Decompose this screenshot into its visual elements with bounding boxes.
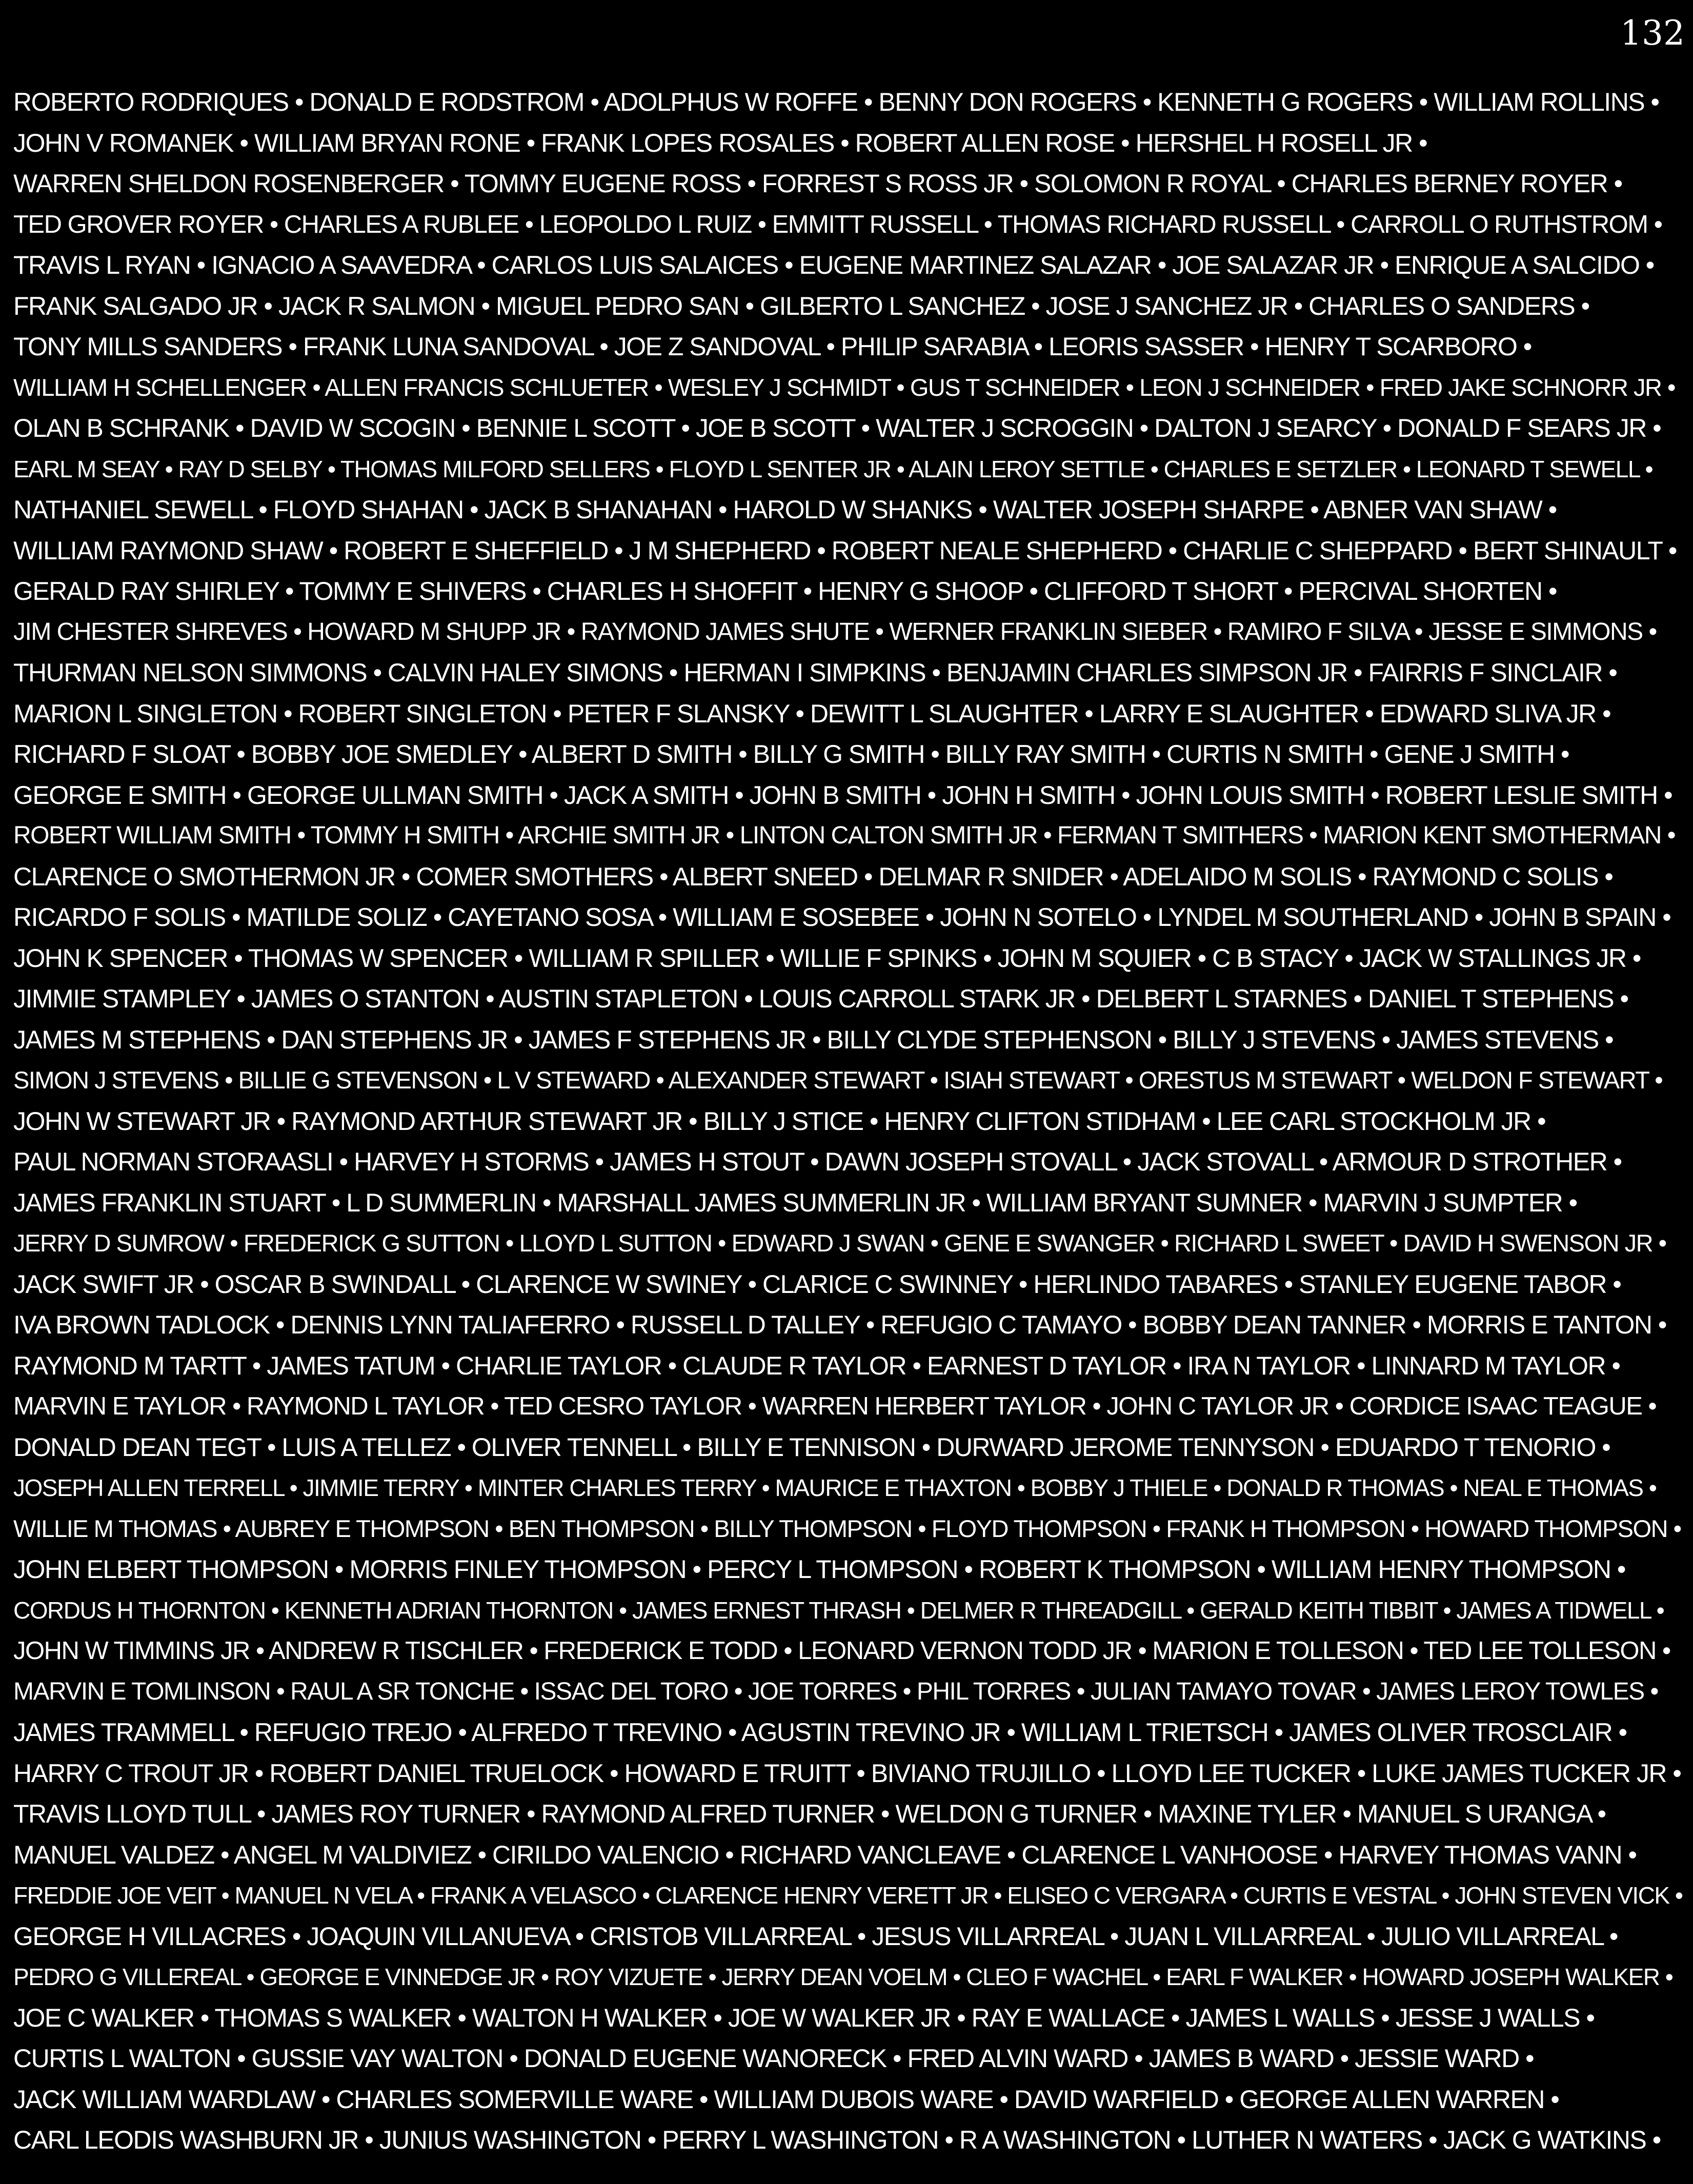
name-line: THURMAN NELSON SIMMONS • CALVIN HALEY SIMONS • HERMAN I SIMPKINS • BENJAMIN CHARLES SIMPSON JR • FAIRRIS F SINCLAIR • <box>13 658 1617 687</box>
name-line: JOHN ELBERT THOMPSON • MORRIS FINLEY THOMPSON • PERCY L THOMPSON • ROBERT K THOMPSON • WILLIAM HENRY THOMPSON • <box>13 1555 1625 1584</box>
name-line: ROBERT WILLIAM SMITH • TOMMY H SMITH • ARCHIE SMITH JR • LINTON CALTON SMITH JR • FERMAN T SMITHERS • MARION KENT SMOTHERMAN • <box>13 822 1676 849</box>
name-line: GEORGE H VILLACRES • JOAQUIN VILLANUEVA • CRISTOB VILLARREAL • JESUS VILLARREAL • JUAN L VILLARREAL • JULIO VILLARREAL • <box>13 1922 1618 1951</box>
name-line: JACK SWIFT JR • OSCAR B SWINDALL • CLARENCE W SWINEY • CLARICE C SWINNEY • HERLINDO TABARES • STANLEY EUGENE TABOR • <box>13 1269 1621 1299</box>
name-line: EARL M SEAY • RAY D SELBY • THOMAS MILFORD SELLERS • FLOYD L SENTER JR • ALAIN LEROY SETTLE • CHARLES E SETZLER • LEONARD T SEWELL • <box>13 455 1653 482</box>
name-line: JOSEPH ALLEN TERRELL • JIMMIE TERRY • MINTER CHARLES TERRY • MAURICE E THAXTON • BOBBY J THIELE • DONALD R THOMAS • NEAL E THOMAS • <box>13 1474 1657 1501</box>
name-line: JAMES FRANKLIN STUART • L D SUMMERLIN • MARSHALL JAMES SUMMERLIN JR • WILLIAM BRYANT SUMNER • MARVIN J SUMPTER • <box>13 1188 1577 1217</box>
name-line: HARRY C TROUT JR • ROBERT DANIEL TRUELOCK • HOWARD E TRUITT • BIVIANO TRUJILLO • LLOYD LEE TUCKER • LUKE JAMES TUCKER JR • <box>13 1758 1681 1788</box>
name-line: FRANK SALGADO JR • JACK R SALMON • MIGUEL PEDRO SAN • GILBERTO L SANCHEZ • JOSE J SANCHEZ JR • CHARLES O SANDERS • <box>13 291 1589 320</box>
name-line: RICARDO F SOLIS • MATILDE SOLIZ • CAYETANO SOSA • WILLIAM E SOSEBEE • JOHN N SOTELO • LYNDEL M SOUTHERLAND • JOHN B SPAIN • <box>13 903 1671 932</box>
name-line: MARVIN E TAYLOR • RAYMOND L TAYLOR • TED CESRO TAYLOR • WARREN HERBERT TAYLOR • JOHN C TAYLOR JR • CORDICE ISAAC TEAGUE • <box>13 1392 1657 1420</box>
name-line: JAMES TRAMMELL • REFUGIO TREJO • ALFREDO T TREVINO • AGUSTIN TREVINO JR • WILLIAM L TRIETSCH • JAMES OLIVER TROSCLAIR • <box>13 1718 1627 1747</box>
name-line: WILLIAM H SCHELLENGER • ALLEN FRANCIS SCHLUETER • WESLEY J SCHMIDT • GUS T SCHNEIDER • LEON J SCHNEIDER • FRED JAKE SCHNORR JR • <box>13 373 1675 401</box>
name-line: JOHN V ROMANEK • WILLIAM BRYAN RONE • FRANK LOPES ROSALES • ROBERT ALLEN ROSE • HERSHEL H ROSELL JR • <box>13 128 1427 157</box>
name-line: DONALD DEAN TEGT • LUIS A TELLEZ • OLIVER TENNELL • BILLY E TENNISON • DURWARD JEROME TENNYSON • EDUARDO T TENORIO • <box>13 1432 1610 1462</box>
name-line: FREDDIE JOE VEIT • MANUEL N VELA • FRANK A VELASCO • CLARENCE HENRY VERETT JR • ELISEO C VERGARA • CURTIS E VESTAL • JOHN STEVEN VICK • <box>13 1882 1683 1909</box>
name-line: CURTIS L WALTON • GUSSIE VAY WALTON • DONALD EUGENE WANORECK • FRED ALVIN WARD • JAMES B WARD • JESSIE WARD • <box>13 2044 1534 2073</box>
name-line: GERALD RAY SHIRLEY • TOMMY E SHIVERS • CHARLES H SHOFFIT • HENRY G SHOOP • CLIFFORD T SHORT • PERCIVAL SHORTEN • <box>13 577 1557 605</box>
name-line: MARVIN E TOMLINSON • RAUL A SR TONCHE • ISSAC DEL TORO • JOE TORRES • PHIL TORRES • JULIAN TAMAYO TOVAR • JAMES LEROY TOWLES • <box>13 1677 1658 1705</box>
name-line: CLARENCE O SMOTHERMON JR • COMER SMOTHERS • ALBERT SNEED • DELMAR R SNIDER • ADELAIDO M SOLIS • RAYMOND C SOLIS • <box>13 862 1613 891</box>
name-line: JAMES M STEPHENS • DAN STEPHENS JR • JAMES F STEPHENS JR • BILLY CLYDE STEPHENSON • BILLY J STEVENS • JAMES STEVENS • <box>13 1025 1614 1054</box>
name-line: WARREN SHELDON ROSENBERGER • TOMMY EUGENE ROSS • FORREST S ROSS JR • SOLOMON R ROYAL • CHARLES BERNEY ROYER • <box>13 169 1622 198</box>
name-line: MARION L SINGLETON • ROBERT SINGLETON • PETER F SLANSKY • DEWITT L SLAUGHTER • LARRY E SLAUGHTER • EDWARD SLIVA JR • <box>13 699 1611 728</box>
name-line: WILLIAM RAYMOND SHAW • ROBERT E SHEFFIELD • J M SHEPHERD • ROBERT NEALE SHEPHERD • CHARLIE C SHEPPARD • BERT SHINAULT • <box>13 536 1677 565</box>
name-line: JERRY D SUMROW • FREDERICK G SUTTON • LLOYD L SUTTON • EDWARD J SWAN • GENE E SWANGER • RICHARD L SWEET • DAVID H SWENSON JR • <box>13 1229 1666 1257</box>
name-line: OLAN B SCHRANK • DAVID W SCOGIN • BENNIE L SCOTT • JOE B SCOTT • WALTER J SCROGGIN • DALTON J SEARCY • DONALD F SEARS JR • <box>13 414 1661 442</box>
name-line: IVA BROWN TADLOCK • DENNIS LYNN TALIAFERRO • RUSSELL D TALLEY • REFUGIO C TAMAYO • BOBBY DEAN TANNER • MORRIS E TANTON • <box>13 1310 1666 1339</box>
name-line: MANUEL VALDEZ • ANGEL M VALDIVIEZ • CIRILDO VALENCIO • RICHARD VANCLEAVE • CLARENCE L VANHOOSE • HARVEY THOMAS VANN • <box>13 1840 1637 1869</box>
name-line: PAUL NORMAN STORAASLI • HARVEY H STORMS • JAMES H STOUT • DAWN JOSEPH STOVALL • JACK STOVALL • ARMOUR D STROTHER • <box>13 1147 1622 1176</box>
name-list <box>13 84 1690 2163</box>
name-line: GEORGE E SMITH • GEORGE ULLMAN SMITH • JACK A SMITH • JOHN B SMITH • JOHN H SMITH • JOHN LOUIS SMITH • ROBERT LESLIE SMITH • <box>13 780 1672 810</box>
name-line: SIMON J STEVENS • BILLIE G STEVENSON • L V STEWARD • ALEXANDER STEWART • ISIAH STEWART • ORESTUS M STEWART • WELDON F STEWART • <box>13 1066 1663 1094</box>
name-line: RICHARD F SLOAT • BOBBY JOE SMEDLEY • ALBERT D SMITH • BILLY G SMITH • BILLY RAY SMITH • CURTIS N SMITH • GENE J SMITH • <box>13 740 1569 769</box>
name-line: TRAVIS LLOYD TULL • JAMES ROY TURNER • RAYMOND ALFRED TURNER • WELDON G TURNER • MAXINE TYLER • MANUEL S URANGA • <box>13 1799 1606 1828</box>
name-line: JOHN W STEWART JR • RAYMOND ARTHUR STEWART JR • BILLY J STICE • HENRY CLIFTON STIDHAM • LEE CARL STOCKHOLM JR • <box>13 1106 1546 1136</box>
name-line: ROBERTO RODRIQUES • DONALD E RODSTROM • ADOLPHUS W ROFFE • BENNY DON ROGERS • KENNETH G ROGERS • WILLIAM ROLLINS • <box>13 88 1659 116</box>
name-line: WILLIE M THOMAS • AUBREY E THOMPSON • BEN THOMPSON • BILLY THOMPSON • FLOYD THOMPSON • FRANK H THOMPSON • HOWARD THOMPSON • <box>13 1514 1681 1542</box>
name-line: JOE C WALKER • THOMAS S WALKER • WALTON H WALKER • JOE W WALKER JR • RAY E WALLACE • JAMES L WALLS • JESSE J WALLS • <box>13 2003 1595 2032</box>
name-line: JOHN K SPENCER • THOMAS W SPENCER • WILLIAM R SPILLER • WILLIE F SPINKS • JOHN M SQUIER • C B STACY • JACK W STALLINGS JR • <box>13 943 1641 973</box>
name-line: JACK WILLIAM WARDLAW • CHARLES SOMERVILLE WARE • WILLIAM DUBOIS WARE • DAVID WARFIELD • GEORGE ALLEN WARREN • <box>13 2085 1559 2114</box>
name-line: RAYMOND M TARTT • JAMES TATUM • CHARLIE TAYLOR • CLAUDE R TAYLOR • EARNEST D TAYLOR • IRA N TAYLOR • LINNARD M TAYLOR • <box>13 1351 1620 1380</box>
name-line: PEDRO G VILLEREAL • GEORGE E VINNEDGE JR • ROY VIZUETE • JERRY DEAN VOELM • CLEO F WACHEL • EARL F WALKER • HOWARD JOSEPH WALKER • <box>13 1964 1673 1990</box>
name-line: TRAVIS L RYAN • IGNACIO A SAAVEDRA • CARLOS LUIS SALAICES • EUGENE MARTINEZ SALAZAR • JOE SALAZAR JR • ENRIQUE A SALCIDO • <box>13 251 1654 279</box>
name-line: CARL LEODIS WASHBURN JR • JUNIUS WASHINGTON • PERRY L WASHINGTON • R A WASHINGTON • LUTHER N WATERS • JACK G WATKINS • <box>13 2126 1661 2154</box>
name-line: JOHN W TIMMINS JR • ANDREW R TISCHLER • FREDERICK E TODD • LEONARD VERNON TODD JR • MARION E TOLLESON • TED LEE TOLLESON • <box>13 1637 1670 1665</box>
name-line: NATHANIEL SEWELL • FLOYD SHAHAN • JACK B SHANAHAN • HAROLD W SHANKS • WALTER JOSEPH SHARPE • ABNER VAN SHAW • <box>13 495 1557 524</box>
page-number: 132 <box>1620 13 1685 53</box>
name-line: JIMMIE STAMPLEY • JAMES O STANTON • AUSTIN STAPLETON • LOUIS CARROLL STARK JR • DELBERT L STARNES • DANIEL T STEPHENS • <box>13 984 1628 1013</box>
name-line: TONY MILLS SANDERS • FRANK LUNA SANDOVAL • JOE Z SANDOVAL • PHILIP SARABIA • LEORIS SASSER • HENRY T SCARBORO • <box>13 332 1531 361</box>
name-line: TED GROVER ROYER • CHARLES A RUBLEE • LEOPOLDO L RUIZ • EMMITT RUSSELL • THOMAS RICHARD RUSSELL • CARROLL O RUTHSTROM • <box>13 210 1662 238</box>
name-line: CORDUS H THORNTON • KENNETH ADRIAN THORNTON • JAMES ERNEST THRASH • DELMER R THREADGILL • GERALD KEITH TIBBIT • JAMES A TIDWELL • <box>13 1596 1664 1624</box>
name-line: JIM CHESTER SHREVES • HOWARD M SHUPP JR • RAYMOND JAMES SHUTE • WERNER FRANKLIN SIEBER • RAMIRO F SILVA • JESSE E SIMMONS • <box>13 618 1657 645</box>
